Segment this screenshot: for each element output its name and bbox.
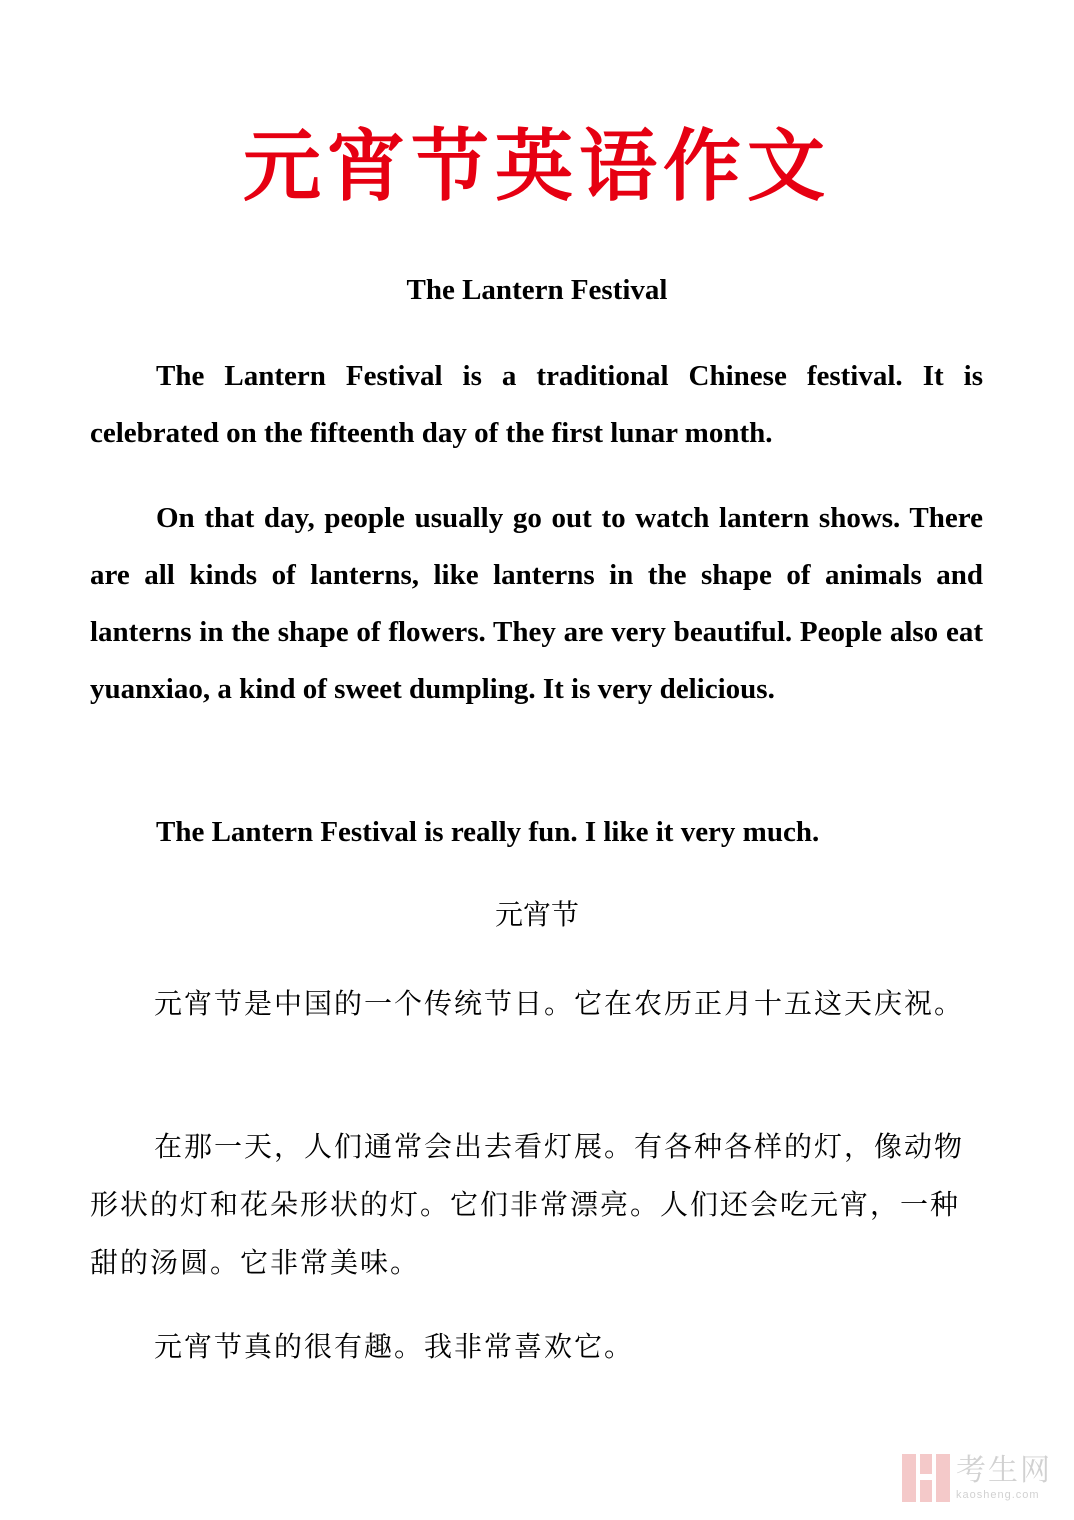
english-paragraph-text: On that day, people usually go out to watch lantern shows. There are all kinds of lanterns, like lanterns in the shape of animals and lanterns in the shape of flowers. They are very beautiful. People also eat yuanxiao, a kind of sweet dumpling. It is very delicious. [90,502,983,705]
chinese-paragraph-2 [90,1118,983,1292]
chinese-paragraph-1 [90,975,983,1033]
watermark [902,1454,1052,1502]
english-paragraph-2 [90,490,983,718]
english-heading: The Lantern Festival [406,274,668,306]
kaosheng-logo-icon [902,1454,950,1502]
chinese-heading: 元宵节 [494,898,579,931]
chinese-paragraph-3 [90,1318,983,1376]
chinese-paragraph-text: 在那一天，人们通常会出去看灯展。有各种各样的灯，像动物形状的灯和花朵形状的灯。它们非常漂亮。人们还会吃元宵，一种甜的汤圆。它非常美味。 [90,1130,965,1279]
chinese-paragraph-text: 元宵节是中国的一个传统节日。它在农历正月十五这天庆祝。 [154,987,965,1020]
english-paragraph-3 [90,804,983,861]
english-paragraph-text: The Lantern Festival is a traditional Chinese festival. It is celebrated on the fifteenth day of the first lunar month. [90,360,983,449]
english-paragraph-1 [90,348,983,462]
english-paragraph-text: The Lantern Festival is really fun. I like it very much. [156,816,820,848]
watermark-name: 考生网 [956,1452,1052,1488]
page-title: 元宵节英语作文 [242,121,831,212]
watermark-url: kaosheng.com [956,1488,1040,1501]
chinese-paragraph-text: 元宵节真的很有趣。我非常喜欢它。 [154,1330,635,1363]
